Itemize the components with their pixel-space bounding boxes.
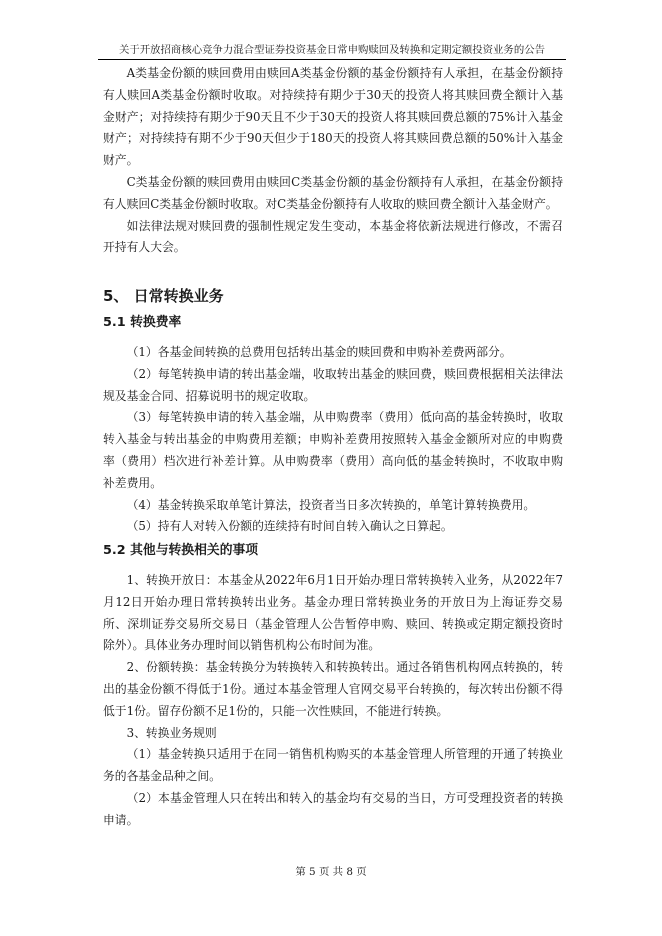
paragraph-law-change: 如法律法规对赎回费的强制性规定发生变动，本基金将依新法规进行修改，不需召开持有人大会。 <box>103 218 563 255</box>
paragraph-class-a-fee: A类基金份额的赎回费用由赎回A类基金份额的基金份额持有人承担，在基金份额持有人赎回A类基金份额时收取。对持续持有期少于30天的投资人将其赎回费全额计入基金财产；对持续持有期少于90天且不少于30天的投资人将其赎回费总额的75%计入基金财产；对持续持有期不少于90天但少于180天的投资人将其赎回费总额的50%计入基金财产。 <box>103 66 563 168</box>
conversion-fee-item-2: （2）每笔转换申请的转出基金端，收取转出基金的赎回费，赎回费根据相关法律法规及基金合同、招募说明书的规定收取。 <box>103 366 563 403</box>
conversion-rule-2: （2）本基金管理人只在转出和转入的基金均有交易的当日，方可受理投资者的转换申请。 <box>103 790 563 827</box>
conversion-other-section <box>103 570 563 832</box>
section-5-1-heading: 5.1 转换费率 <box>103 315 182 330</box>
redemption-fee-section <box>103 63 563 259</box>
paragraph-class-c-fee: C类基金份额的赎回费用由赎回C类基金份额的基金份额持有人承担，在基金份额持有人赎回C类基金份额时收取。对C类基金份额持有人收取的赎回费全额计入基金财产。 <box>103 174 563 211</box>
section-5-heading: 5、 日常转换业务 <box>103 287 224 305</box>
conversion-rules-heading: 3、转换业务规则 <box>126 725 217 740</box>
conversion-fee-item-3: （3）每笔转换申请的转入基金端，从申购费率（费用）低向高的基金转换时，收取转入基金与转出基金的申购费用差额；申购补差费用按照转入基金金额所对应的申购费率（费用）档次进行补差计算。从申购费率（费用）高向低的基金转换时，不收取申购补差费用。 <box>103 410 563 490</box>
header-divider <box>98 59 566 60</box>
conversion-share-rule: 2、份额转换：基金转换分为转换转入和转换转出。通过各销售机构网点转换的，转出的基金份额不得低于1份。通过本基金管理人官网交易平台转换的，每次转出份额不得低于1份。留存份额不足1份的，只能一次性赎回，不能进行转换。 <box>103 660 563 718</box>
conversion-fee-item-1: （1）各基金间转换的总费用包括转出基金的赎回费和申购补差费两部分。 <box>126 345 512 359</box>
conversion-rule-1: （1）基金转换只适用于在同一销售机构购买的本基金管理人所管理的开通了转换业务的各基金品种之间。 <box>103 747 563 784</box>
conversion-fee-item-4: （4）基金转换采取单笔计算法，投资者当日多次转换的，单笔计算转换费用。 <box>126 497 536 512</box>
conversion-open-day: 1、转换开放日：本基金从2022年6月1日开始办理日常转换转入业务，从2022年7月12日开始办理日常转换转出业务。基金办理日常转换业务的开放日为上海证券交易所、深圳证券交易所交易日（基金管理人公告暂停申购、赎回、转换或定期定额投资时除外）。具体业务办理时间以销售机构公布时间为准。 <box>103 573 563 653</box>
page-number: 第 5 页 共 8 页 <box>295 866 367 878</box>
conversion-fee-section <box>103 342 563 538</box>
page-header: 关于开放招商核心竞争力混合型证券投资基金日常申购赎回及转换和定期定额投资业务的公告 <box>118 44 545 56</box>
section-5-2-heading: 5.2 其他与转换相关的事项 <box>103 543 259 558</box>
conversion-fee-item-5: （5）持有人对转入份额的连续持有时间自转入确认之日算起。 <box>126 519 453 534</box>
